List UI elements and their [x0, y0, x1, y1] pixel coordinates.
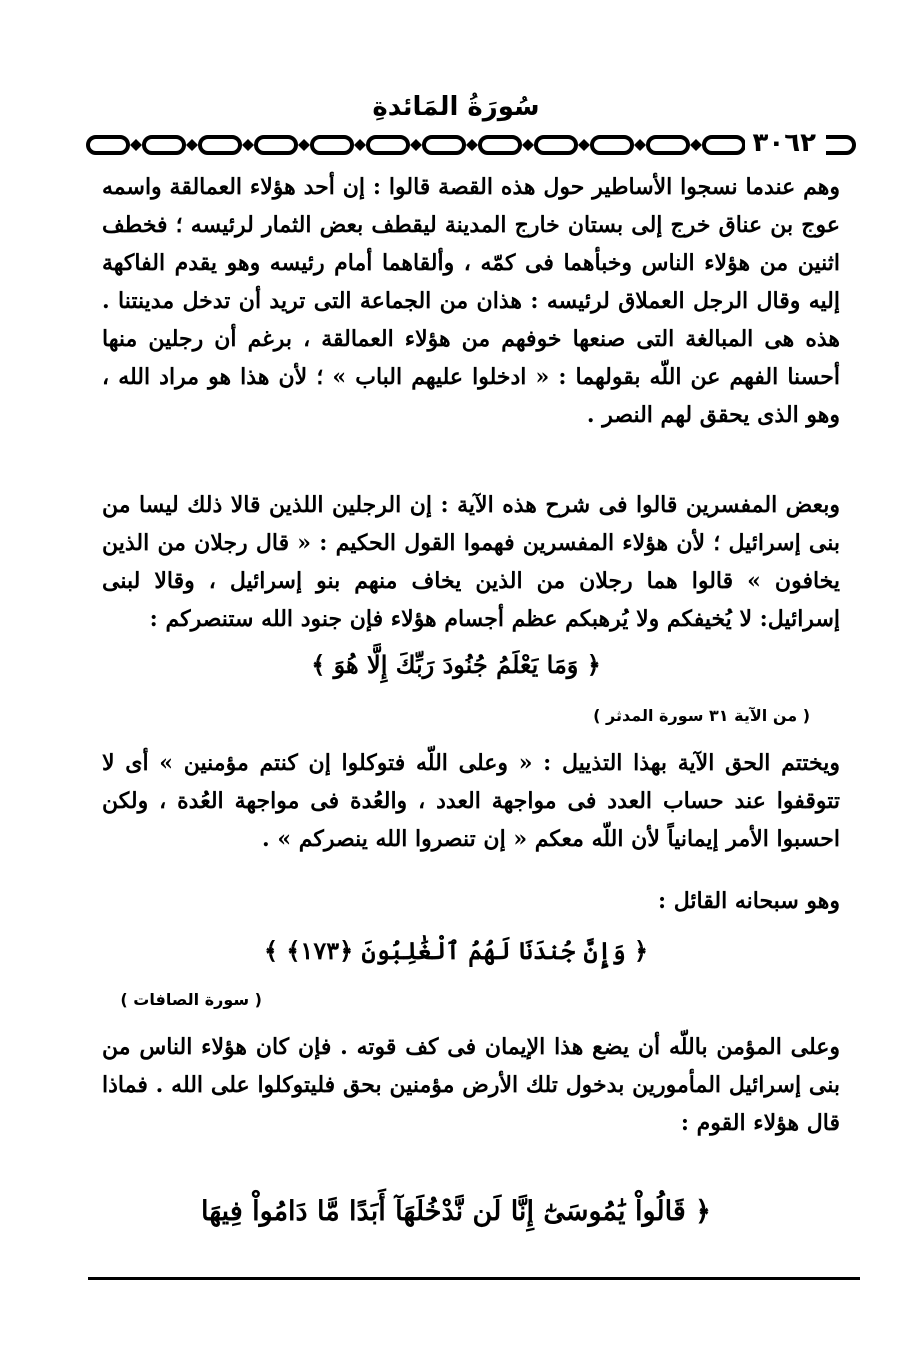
page-number: ٣٠٦٢ [745, 128, 826, 158]
footer-divider [88, 1277, 860, 1280]
verse-1-reference: ( من الآية ٣١ سورة المدثر ) [593, 706, 810, 725]
paragraph-2: وبعض المفسرين قالوا فى شرح هذه الآية : إن الرجلين اللذين قالا ذلك ليسا من بنى إسرائيل ؛ لأن هؤلاء المفسرين فهموا القول الحكيم : « قال رجلان من الذين يخافون » قالوا هما رجلان من الذين يخاف منهم بنو إسرائيل ، وقالا لبنى إسرائيل: لا يُخيفكم ولا يُرهبكم عظم أجسام هؤلاء فإن جنود الله ستنصركم : [102, 492, 840, 632]
paragraph-1: وهم عندما نسجوا الأساطير حول هذه القصة قالوا : إن أحد هؤلاء العمالقة واسمه عوج بن عناق خرج إلى بستان خارج المدينة ليقطف بعض الثمار لرئيسه ؛ فخطف اثنين من هؤلاء الناس وخبأهما فى كمّه ، وألقاهما أمام رئيسه وهو يقدم الفاكهة إليه وقال الرجل العملاق لرئيسه : هذان من الجماعة التى تريد أن تدخل مدينتنا . هذه هى المبالغة التى صنعها خوفهم من هؤلاء العمالقة ، برغم أن رجلين منها أحسنا الفهم عن اللّه بقولهما : « ادخلوا عليهم الباب » ؛ لأن هذا هو مراد الله ، وهو الذى يحقق لهم النصر . [102, 174, 840, 428]
verse-2-reference: ( سورة الصافات ) [120, 990, 262, 1009]
paragraph-4: وهو سبحانه القائل : [657, 888, 840, 914]
quran-verse-1: ﴿ وَمَا يَعْلَمُ جُنُودَ رَبِّكَ إِلَّا هُوَ ﴾ [311, 650, 601, 679]
paragraph-3: ويختتم الحق الآية بهذا التذييل : « وعلى اللّه فتوكلوا إن كنتم مؤمنين » أى لا تتوقفوا عند حساب العدد فى مواجهة العدد ، والعُدة فى مواجهة العُدة ، ولكن احسبوا الأمر إيمانياً لأن اللّه معكم « إن تنصروا الله ينصركم » . [102, 750, 840, 852]
surah-title: سُورَةُ المَائدةِ [372, 92, 540, 122]
quran-verse-3: ﴿ قَالُواْ يَٰمُوسَىٰٓ إِنَّا لَن نَّدْخُلَهَآ أَبَدًا مَّا دَامُواْ فِيهَا [201, 1196, 711, 1227]
paragraph-5: وعلى المؤمن باللّه أن يضع هذا الإيمان فى كف قوته . فإن كان هؤلاء الناس من بنى إسرائيل المأمورين بدخول تلك الأرض مؤمنين بحق فليتوكلوا على الله . فماذا قال هؤلاء القوم : [102, 1034, 840, 1136]
ornamental-border [86, 130, 856, 160]
chain-ornament-icon [86, 130, 856, 160]
quran-verse-2: ﴿ وَإِنَّ جُندَنَا لَهُمُ ٱلْغَٰلِبُونَ ﴿١٧٣﴾ ﴾ [263, 936, 649, 965]
